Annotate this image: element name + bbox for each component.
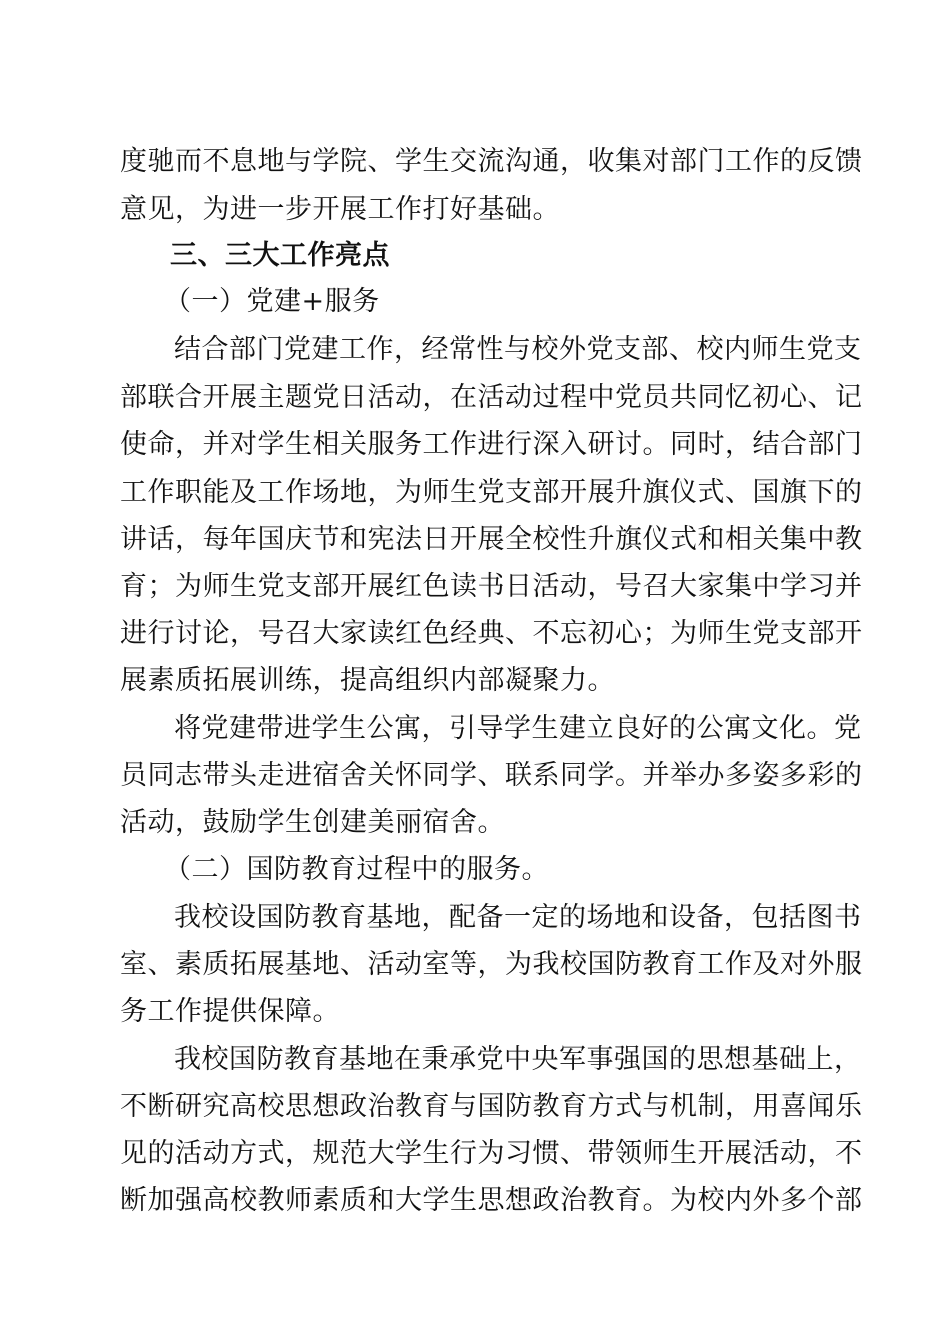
subsection-heading: （二）国防教育过程中的服务。	[164, 854, 549, 885]
paragraph-line: 工作职能及工作场地，为师生党支部开展升旗仪式、国旗下的	[120, 477, 863, 508]
paragraph-line: 进行讨论，号召大家读红色经典、不忘初心；为师生党支部开	[120, 618, 863, 649]
paragraph-line: 室、素质拓展基地、活动室等，为我校国防教育工作及对外服	[120, 949, 863, 980]
paragraph-line: 意见，为进一步开展工作打好基础。	[120, 194, 560, 225]
section-heading: 三、三大工作亮点	[170, 240, 390, 271]
paragraph-line: 务工作提供保障。	[120, 996, 340, 1027]
paragraph-line: 员同志带头走进宿舍关怀同学、联系同学。并举办多姿多彩的	[120, 760, 863, 791]
paragraph-line: 不断研究高校思想政治教育与国防教育方式与机制，用喜闻乐	[120, 1091, 863, 1122]
paragraph-line: 展素质拓展训练，提高组织内部凝聚力。	[120, 665, 615, 696]
paragraph-line: 部联合开展主题党日活动，在活动过程中党员共同忆初心、记	[120, 382, 863, 413]
paragraph-line: 活动，鼓励学生创建美丽宿舍。	[120, 807, 505, 838]
paragraph-line: 育；为师生党支部开展红色读书日活动，号召大家集中学习并	[120, 571, 863, 602]
subsection-heading: （一）党建+服务	[164, 286, 380, 317]
paragraph-line: 我校设国防教育基地，配备一定的场地和设备，包括图书	[174, 902, 862, 933]
paragraph-line: 见的活动方式，规范大学生行为习惯、带领师生开展活动，不	[120, 1138, 863, 1169]
paragraph-line: 使命，并对学生相关服务工作进行深入研讨。同时，结合部门	[120, 429, 863, 460]
paragraph-line: 断加强高校教师素质和大学生思想政治教育。为校内外多个部	[120, 1185, 863, 1216]
paragraph-line: 结合部门党建工作，经常性与校外党支部、校内师生党支	[174, 334, 862, 365]
paragraph-line: 度驰而不息地与学院、学生交流沟通，收集对部门工作的反馈	[120, 146, 863, 177]
paragraph-line: 将党建带进学生公寓，引导学生建立良好的公寓文化。党	[174, 713, 862, 744]
paragraph-line: 我校国防教育基地在秉承党中央军事强国的思想基础上，	[174, 1044, 862, 1075]
paragraph-line: 讲话，每年国庆节和宪法日开展全校性升旗仪式和相关集中教	[120, 524, 863, 555]
